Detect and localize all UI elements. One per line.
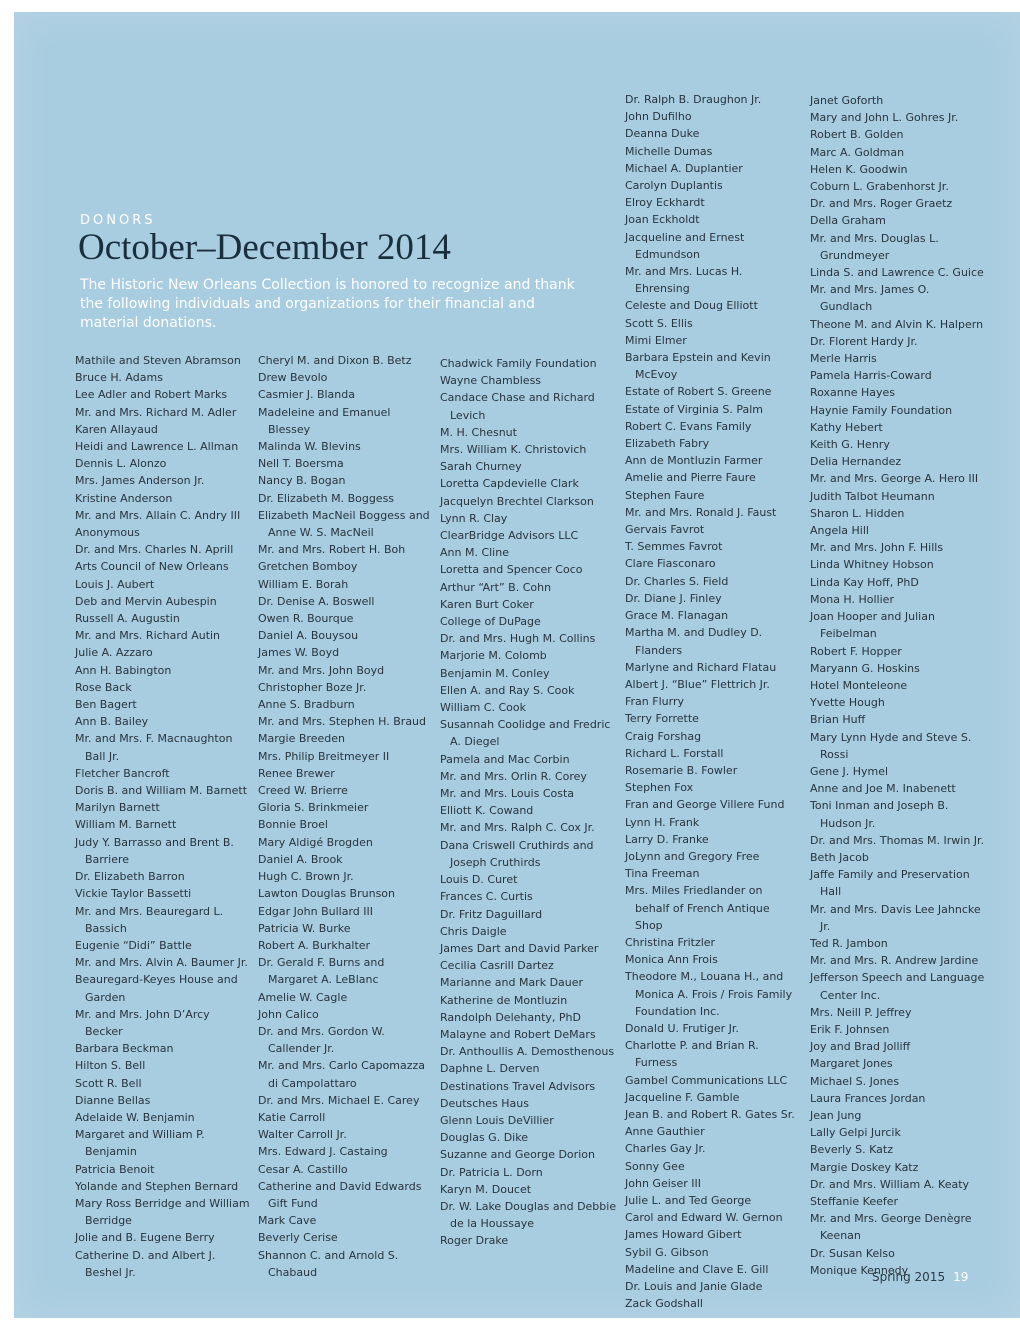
donor-entry: Arts Council of New Orleans [75,560,229,574]
donor-entry: Julie L. and Ted George [625,1194,752,1207]
donor-entry: Jacqueline and Ernest Edmundson [625,230,745,261]
donor-entry: Chadwick Family Foundation [440,357,597,370]
donor-entry: Madeleine and Emanuel Blessey [258,405,391,436]
donor-entry: Dr. Susan Kelso [810,1246,895,1260]
donor-entry: Monica Ann Frois [625,953,718,967]
donor-entry: Judy Y. Barrasso and Brent B. Barriere [75,835,234,866]
donor-entry: John Dufilho [625,110,692,124]
donor-entry: Roxanne Hayes [810,386,896,400]
donor-entry: Mr. and Mrs. Orlin R. Corey [440,769,587,783]
donor-entry: Pamela and Mac Corbin [440,752,570,766]
donor-entry: Renee Brewer [258,766,335,780]
donor-entry: Marlyne and Richard Flatau [625,660,777,674]
donor-entry: Robert C. Evans Family [625,419,752,433]
donor-entry: Elizabeth MacNeil Boggess and Anne W. S. MacNeil [258,508,430,540]
donor-entry: Creed W. Brierre [258,784,348,798]
donor-entry: Jean B. and Robert R. Gates Sr. [625,1107,795,1121]
donor-entry: Fletcher Bancroft [75,766,170,780]
donor-entry: Destinations Travel Advisors [440,1079,596,1093]
donor-entry: Dr. Florent Hardy Jr. [810,334,918,348]
donor-entry: Linda S. and Lawrence C. Guice [810,266,984,280]
donor-entry: Wayne Chambless [440,374,542,388]
donor-entry: Laura Frances Jordan [810,1091,926,1105]
donor-entry: Ann H. Babington [75,663,172,677]
donor-entry: Elizabeth Fabry [625,437,710,451]
donor-entry: Gretchen Bomboy [258,560,358,574]
donor-entry: Joan Eckholdt [625,213,700,227]
donor-entry: Mr. and Mrs. Richard Autin [75,629,221,643]
donor-entry: Karen Burt Coker [440,597,534,611]
donor-entry: Dr. and Mrs. Roger Graetz [810,197,953,211]
donor-entry: JoLynn and Gregory Free [625,849,760,863]
donor-entry: James Howard Gibert [625,1228,742,1242]
donor-entry: Dr. W. Lake Douglas and Debbie de la Houssaye [440,1199,617,1231]
donor-entry: Candace Chase and Richard Levich [440,391,595,422]
donor-entry: Joan Hooper and Julian Feibelman [810,610,935,641]
donor-entry: Elroy Eckhardt [625,196,705,210]
donor-entry: Rosemarie B. Fowler [625,763,738,777]
donor-entry: Michelle Dumas [625,144,713,158]
donor-entry: Ted R. Jambon [810,936,888,950]
donor-entry: Dennis L. Alonzo [75,457,167,471]
donor-entry: Malayne and Robert DeMars [440,1027,596,1041]
donor-entry: Mary Ross Berridge and William Berridge [75,1196,250,1228]
donor-entry: Doris B. and William M. Barnett [75,784,248,798]
donor-entry: Zack Godshall [625,1297,703,1311]
donor-entry: Craig Forshag [625,729,702,743]
donor-entry: Hilton S. Bell [75,1059,146,1073]
donor-entry: Benjamin M. Conley [440,666,550,680]
donor-entry: Charles Gay Jr. [625,1142,706,1156]
donor-entry: Catherine and David Edwards Gift Fund [258,1179,422,1210]
donor-entry: Mr. and Mrs. Lucas H. Ehrensing [625,265,743,296]
donor-entry: Larry D. Franke [625,832,709,846]
donor-entry: College of DuPage [440,615,541,629]
donor-entry: Anne and Joe M. Inabenett [810,782,956,796]
donor-entry: Ben Bagert [75,698,137,712]
donor-entry: Barbara Epstein and Kevin McEvoy [625,351,771,382]
donor-entry: Anne Gauthier [625,1125,705,1139]
donor-entry: Dr. Charles S. Field [625,574,729,588]
donor-entry: Hugh C. Brown Jr. [258,870,354,884]
donor-entry: Mr. and Mrs. Richard M. Adler [75,405,237,419]
donor-entry: M. H. Chesnut [440,425,517,439]
donor-entry: Bonnie Broel [258,818,328,832]
donor-entry: Dianne Bellas [75,1093,151,1107]
donor-entry: Beverly Cerise [258,1231,338,1245]
donor-entry: Mary Lynn Hyde and Steve S. Rossi [810,730,972,761]
donor-entry: Julie A. Azzaro [75,646,153,660]
donor-entry: Fran Flurry [625,695,684,709]
donor-entry: Deanna Duke [625,127,700,141]
donor-entry: Margaret Jones [810,1057,893,1071]
donor-entry: Mrs. Miles Friedlander on behalf of French Antique Shop [625,884,770,932]
donor-entry: Marianne and Mark Dauer [440,976,584,990]
donor-entry: Mrs. Neill P. Jeffrey [810,1005,912,1019]
donor-entry: Marjorie M. Colomb [440,649,547,663]
donor-entry: Dr. Gerald F. Burns and Margaret A. LeBlanc [258,956,385,987]
donor-entry: Eugenie “Didi” Battle [75,938,192,952]
donor-entry: Merle Harris [810,352,877,366]
donor-entry: Clare Fiasconaro [625,557,716,571]
donor-entry: Sarah Churney [440,460,522,474]
donor-entry: Loretta and Spencer Coco [440,563,583,577]
donor-entry: Lee Adler and Robert Marks [75,388,228,402]
donor-entry: T. Semmes Favrot [625,540,723,554]
donor-entry: James W. Boyd [258,646,340,660]
donor-entry: Jolie and B. Eugene Berry [75,1231,215,1245]
donor-entry: Ellen A. and Ray S. Cook [440,683,575,697]
donor-entry: William M. Barnett [75,818,177,832]
donor-entry: Beth Jacob [810,850,869,864]
donor-entry: Suzanne and George Dorion [440,1148,595,1162]
donor-entry: Heidi and Lawrence L. Allman [75,440,239,454]
donor-entry: Ann M. Cline [440,546,509,560]
donor-entry: Mr. and Mrs. R. Andrew Jardine [810,954,979,968]
donor-entry: Bruce H. Adams [75,371,163,385]
donor-entry: Cesar A. Castillo [258,1162,348,1176]
donor-entry: Loretta Capdevielle Clark [440,477,579,491]
donor-entry: Linda Whitney Hobson [810,558,934,572]
donor-entry: Elliott K. Cowand [440,804,534,818]
donor-entry: Mona H. Hollier [810,592,894,606]
donor-entry: Maryann G. Hoskins [810,661,920,675]
donor-entry: Russell A. Augustin [75,612,180,626]
donor-entry: Lally Gelpi Jurcik [810,1126,901,1140]
donor-entry: Edgar John Bullard III [258,904,374,918]
donor-entry: Dr. and Mrs. Gordon W. Callender Jr. [258,1024,385,1056]
donor-entry: Vickie Taylor Bassetti [75,887,192,901]
donor-entry: Christina Fritzler [625,935,716,949]
donor-entry: Daniel A. Bouysou [258,629,359,643]
donor-entry: Gambel Communications LLC [625,1073,788,1087]
donor-entry: Marilyn Barnett [75,801,160,815]
donor-entry: Scott S. Ellis [625,316,693,330]
donor-entry: Fran and George Villere Fund [625,798,785,812]
donor-entry: Anne S. Bradburn [258,698,355,712]
donor-entry: Dr. Denise A. Boswell [258,594,375,608]
section-label: DONORS [80,213,156,228]
donor-entry: Grace M. Flanagan [625,609,729,623]
donor-entry: Linda Kay Hoff, PhD [810,575,919,589]
donor-entry: Margie Breeden [258,732,345,746]
donor-entry: Patricia W. Burke [258,921,351,935]
donor-entry: Mr. and Mrs. F. Macnaughton Ball Jr. [75,732,233,763]
donor-entry: Brian Huff [810,713,866,727]
donor-entry: Sonny Gee [625,1159,685,1173]
donor-entry: Robert B. Golden [810,128,904,142]
donor-entry: Charlotte P. and Brian R. Furness [625,1039,759,1070]
donor-entry: Steffanie Keefer [810,1195,899,1208]
donor-entry: Donald U. Frutiger Jr. [625,1021,739,1035]
donor-entry: Robert A. Burkhalter [258,938,371,952]
donor-entry: Stephen Faure [625,488,705,502]
donor-entry: Lawton Douglas Brunson [258,887,396,901]
donor-entry: Jefferson Speech and Language Center Inc. [810,971,985,1002]
donor-entry: Dr. and Mrs. Charles N. Aprill [75,543,234,557]
donor-column-4 [625,91,800,1312]
donor-entry: Erik F. Johnsen [810,1022,890,1036]
donor-entry: Keith G. Henry [810,438,890,452]
donor-entry: Margie Doskey Katz [810,1160,919,1174]
donor-entry: Dr. Ralph B. Draughon Jr. [625,93,762,106]
donor-entry: Richard L. Forstall [625,746,724,760]
donor-entry: Mr. and Mrs. Allain C. Andry III [75,508,241,522]
donor-entry: William E. Borah [258,577,349,591]
donor-entry: ClearBridge Advisors LLC [440,529,579,543]
donor-entry: Lynn H. Frank [625,815,700,829]
donor-entry: Haynie Family Foundation [810,403,953,417]
donor-entry: Mr. and Mrs. John F. Hills [810,541,944,555]
donor-entry: Ann B. Bailey [75,715,149,729]
donor-entry: Theodore M., Louana H., and Monica A. Frois / Frois Family Foundation Inc. [625,970,793,1018]
page-footer [872,1270,968,1284]
donor-entry: Gloria S. Brinkmeier [258,801,369,815]
donor-entry: Mrs. James Anderson Jr. [75,474,205,488]
donor-entry: Albert J. “Blue” Flettrich Jr. [625,677,770,691]
donor-entry: Mrs. Edward J. Castaing [258,1145,388,1159]
donor-entry: Roger Drake [440,1234,509,1248]
donor-entry: Margaret and William P. Benjamin [75,1128,205,1159]
donor-entry: Mr. and Mrs. George Denègre Keenan [810,1212,972,1243]
donor-entry: Angela Hill [810,524,869,538]
donor-entry: Dr. and Mrs. Thomas M. Irwin Jr. [810,833,985,847]
donor-entry: Dr. Anthoullis A. Demosthenous [440,1045,615,1059]
donor-entry: Jaffe Family and Preservation Hall [810,868,970,899]
donor-entry: Frances C. Curtis [440,890,533,904]
donor-entry: Michael A. Duplantier [625,161,743,175]
donor-entry: Robert F. Hopper [810,644,902,658]
donor-entry: Randolph Delehanty, PhD [440,1010,581,1024]
donor-entry: Patricia Benoit [75,1162,155,1176]
donor-entry: Susannah Coolidge and Fredric A. Diegel [440,718,611,749]
donor-entry: Lynn R. Clay [440,511,508,525]
donor-entry: Katie Carroll [258,1110,326,1124]
donor-entry: Mr. and Mrs. Ronald J. Faust [625,505,777,519]
donor-entry: Janet Goforth [810,94,884,107]
donor-entry: Mr. and Mrs. Ralph C. Cox Jr. [440,821,595,835]
donor-column-5 [810,92,985,1279]
donor-entry: James Dart and David Parker [440,941,599,955]
donor-entry: Mary and John L. Gohres Jr. [810,111,959,125]
donor-entry: Casmier J. Blanda [258,388,355,402]
donor-entry: Estate of Virginia S. Palm [625,402,764,416]
donor-entry: Louis J. Aubert [75,577,155,591]
donor-entry: Glenn Louis DeVillier [440,1113,554,1127]
page-title: October–December 2014 [78,227,451,268]
donor-entry: Kristine Anderson [75,491,173,505]
donor-entry: Gervais Favrot [625,523,705,537]
donor-entry: Celeste and Doug Elliott [625,299,758,313]
donor-entry: Yolande and Stephen Bernard [75,1179,239,1193]
donor-entry: Cecilia Casrill Dartez [440,959,554,973]
donor-entry: Walter Carroll Jr. [258,1128,347,1142]
donor-entry: Dr. Patricia L. Dorn [440,1165,543,1179]
donor-entry: Coburn L. Grabenhorst Jr. [810,180,949,194]
donor-entry: Tina Freeman [625,867,700,881]
donor-entry: Amelie and Pierre Faure [625,471,756,485]
donor-column-2 [258,352,433,1281]
donor-entry: Madeline and Clave E. Gill [625,1262,769,1276]
donor-entry: William C. Cook [440,701,526,715]
donor-entry: Dr. and Mrs. Hugh M. Collins [440,632,596,646]
donor-entry: Deb and Mervin Aubespin [75,594,217,608]
donor-entry: Theone M. and Alvin K. Halpern [810,317,984,331]
donor-entry: Mr. and Mrs. Douglas L. Grundmeyer [810,231,939,262]
donor-entry: Nancy B. Bogan [258,474,346,488]
donor-entry: Dr. Fritz Daguillard [440,907,543,921]
intro-text: The Historic New Orleans Collection is honored to recognize and thank the following individuals and organizations for their financial and material donations. [80,277,575,331]
donor-entry: Mr. and Mrs. George A. Hero III [810,472,979,486]
donor-entry: Mathile and Steven Abramson [75,354,241,367]
donor-entry: Daniel A. Brook [258,852,343,866]
donor-entry: Mr. and Mrs. James O. Gundlach [810,283,930,314]
donor-entry: Joy and Brad Jolliff [810,1040,911,1054]
donor-entry: Carol and Edward W. Gernon [625,1211,783,1225]
donor-entry: Karen Allayaud [75,422,158,436]
donor-entry: Della Graham [810,214,886,228]
donor-entry: Dana Criswell Cruthirds and Joseph Cruthirds [440,838,594,869]
donor-entry: Shannon C. and Arnold S. Chabaud [258,1248,399,1279]
donor-entry: Mr. and Mrs. Stephen H. Braud [258,715,427,729]
donor-entry: Amelie W. Cagle [258,990,348,1004]
donor-entry: Karyn M. Doucet [440,1182,532,1196]
donor-entry: Dr. Diane J. Finley [625,591,722,605]
donor-entry: Dr. and Mrs. William A. Keaty [810,1177,970,1191]
donor-entry: Helen K. Goodwin [810,162,908,176]
donor-entry: Dr. and Mrs. Michael E. Carey [258,1093,420,1107]
donor-entry: Christopher Boze Jr. [258,680,367,694]
donor-entry: Sybil G. Gibson [625,1245,709,1259]
donor-entry: Gene J. Hymel [810,764,889,778]
donor-entry: Judith Talbot Heumann [810,489,935,503]
donor-entry: Ann de Montluzin Farmer [625,454,763,468]
donor-entry: Barbara Beckman [75,1042,174,1056]
donor-entry: Malinda W. Blevins [258,440,361,454]
donor-entry: Jacquelyn Brechtel Clarkson [440,494,594,508]
donor-entry: Louis D. Curet [440,873,518,887]
donor-entry: Mr. and Mrs. Davis Lee Jahncke Jr. [810,902,981,933]
donor-entry: Mr. and Mrs. Alvin A. Baumer Jr. [75,956,248,970]
donor-entry: Mr. and Mrs. Carlo Capomazza di Campolattaro [258,1059,426,1090]
page-number: 19 [953,1270,969,1284]
donor-entry: Mr. and Mrs. Beauregard L. Bassich [75,904,224,935]
donor-entry: Scott R. Bell [75,1076,142,1090]
issue-label: Spring 2015 [872,1270,946,1284]
donor-entry: Catherine D. and Albert J. Beshel Jr. [75,1248,216,1279]
donor-entry: Yvette Hough [810,696,885,710]
donor-entry: Mr. and Mrs. Robert H. Boh [258,543,406,557]
donor-entry: Dr. Louis and Janie Glade [625,1280,763,1294]
donor-entry: Terry Forrette [625,712,699,726]
donor-entry: Marc A. Goldman [810,145,905,159]
donor-entry: Mr. and Mrs. Louis Costa [440,787,575,801]
donor-entry: Estate of Robert S. Greene [625,385,772,399]
donor-entry: Hotel Monteleone [810,678,908,692]
donor-entry: Mark Cave [258,1214,317,1228]
donor-entry: Nell T. Boersma [258,457,344,471]
donor-entry: Chris Daigle [440,924,507,938]
donor-entry: Mary Aldigé Brogden [258,835,373,849]
donor-entry: Stephen Fox [625,781,694,795]
donor-entry: Michael S. Jones [810,1074,900,1088]
donor-column-1 [75,352,250,1281]
donor-entry: Delia Hernandez [810,455,902,469]
donor-entry: John Geiser III [625,1176,702,1190]
donor-entry: Anonymous [75,526,140,540]
donor-entry: Drew Bevolo [258,371,328,385]
donor-entry: Owen R. Bourque [258,612,354,626]
donor-entry: Martha M. and Dudley D. Flanders [625,626,763,657]
donor-entry: Monique Kennedy [810,1263,909,1277]
donor-entry: Kathy Hebert [810,420,883,434]
donor-entry: Carolyn Duplantis [625,179,723,193]
donor-entry: John Calico [258,1007,319,1021]
donor-entry: Douglas G. Dike [440,1131,528,1145]
donor-entry: Toni Inman and Joseph B. Hudson Jr. [810,799,949,830]
donor-entry: Mrs. William K. Christovich [440,443,587,457]
donor-column-3 [440,355,618,1250]
donor-entry: Katherine de Montluzin [440,993,568,1007]
donor-entry: Rose Back [75,680,132,694]
donor-entry: Pamela Harris-Coward [810,369,932,383]
donor-entry: Beauregard-Keyes House and Garden [75,973,238,1004]
donor-entry: Cheryl M. and Dixon B. Betz [258,354,412,367]
donor-entry: Sharon L. Hidden [810,506,905,520]
donor-entry: Arthur “Art” B. Cohn [440,580,552,594]
donor-entry: Mr. and Mrs. John Boyd [258,663,385,677]
donor-entry: Jacqueline F. Gamble [625,1090,740,1104]
donor-entry: Mr. and Mrs. John D’Arcy Becker [75,1007,210,1038]
donor-entry: Mrs. Philip Breitmeyer II [258,749,390,763]
donor-entry: Adelaide W. Benjamin [75,1110,195,1124]
donor-entry: Beverly S. Katz [810,1143,893,1157]
donor-entry: Mimi Elmer [625,333,687,347]
donor-entry: Jean Jung [810,1108,862,1122]
donor-entry: Dr. Elizabeth Barron [75,870,185,884]
donor-entry: Deutsches Haus [440,1096,529,1110]
donor-entry: Daphne L. Derven [440,1062,540,1076]
donor-entry: Dr. Elizabeth M. Boggess [258,491,395,505]
